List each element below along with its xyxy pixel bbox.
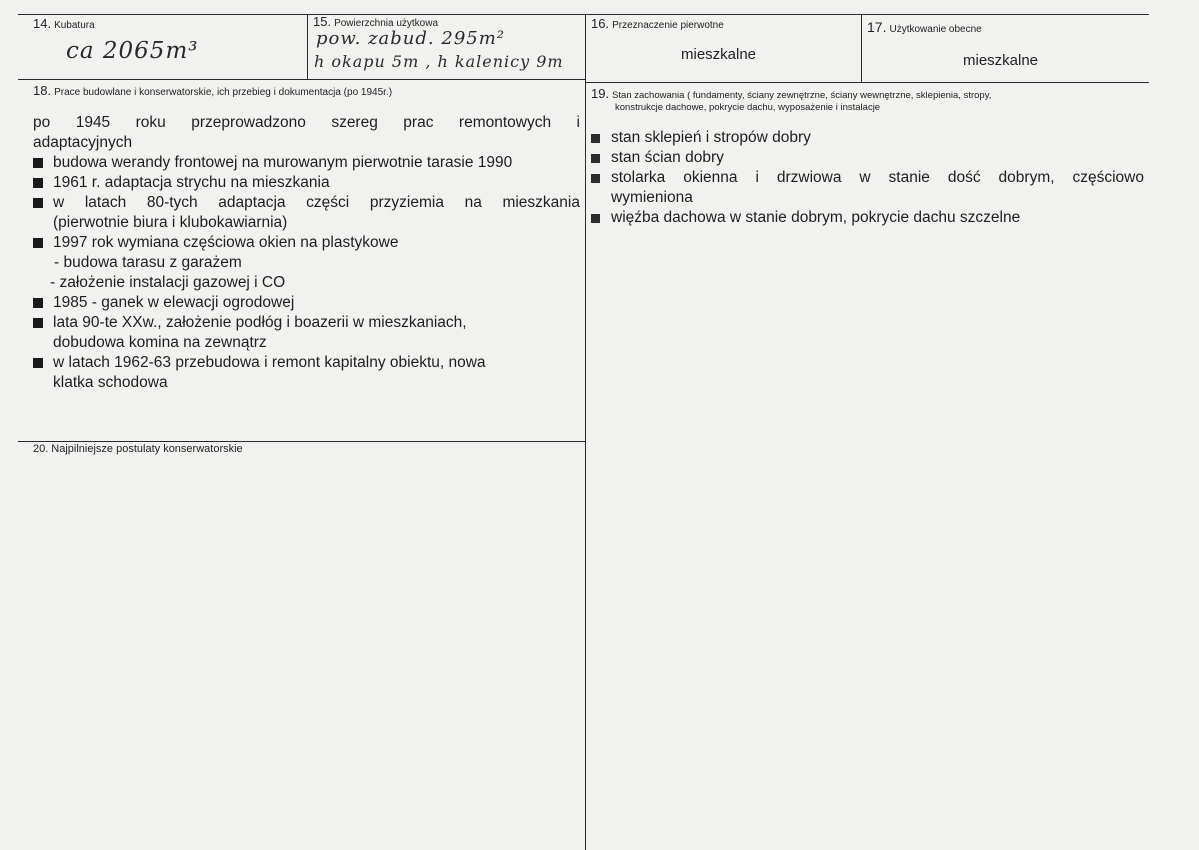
- przeznaczenie-label: 16. Przeznaczenie pierwotne: [591, 16, 724, 31]
- list-subitem: - budowa tarasu z garażem: [54, 254, 242, 271]
- uzytkowanie-label: 17. Użytkowanie obecne: [867, 19, 982, 35]
- section19-label: 19. Stan zachowania ( fundamenty, ściany zewnętrzne, ściany wewnętrzne, sklepienia, stropy,: [591, 86, 992, 101]
- bullet-square-icon: [591, 134, 600, 143]
- section19-label-line2: konstrukcje dachowe, pokrycie dachu, wyposażenie i instalacje: [615, 102, 881, 113]
- bullet-square-icon: [33, 318, 43, 328]
- header-bottom-line: [18, 79, 586, 80]
- bullet-square-icon: [33, 198, 43, 208]
- section18-intro-line2: adaptacyjnych: [33, 134, 133, 151]
- section20-top-line: [18, 441, 586, 442]
- list-item: stan ścian dobry: [591, 148, 1144, 168]
- powierzchnia-value-line1: pow. zabud. 295m²: [316, 28, 506, 49]
- bullet-square-icon: [591, 214, 600, 223]
- list-item: w latach 80-tych adaptacja części przyziemia na mieszkania: [33, 193, 580, 213]
- uzytkowanie-value: mieszkalne: [963, 52, 1039, 69]
- section18-intro-line1: po 1945 roku przeprowadzono szereg prac remontowych i: [33, 114, 580, 131]
- list-item: 1985 - ganek w elewacji ogrodowej: [33, 293, 580, 313]
- przeznaczenie-value: mieszkalne: [681, 46, 757, 63]
- list-item: budowa werandy frontowej na murowanym pierwotnie tarasie 1990: [33, 153, 580, 173]
- powierzchnia-value-line2: h okapu 5m , h kalenicy 9m: [314, 52, 564, 71]
- kubatura-value: ca 2065m³: [66, 38, 199, 64]
- top-border: [18, 14, 1149, 15]
- list-item: 1961 r. adaptacja strychu na mieszkania: [33, 173, 580, 193]
- bullet-square-icon: [33, 358, 43, 368]
- bullet-square-icon: [33, 238, 43, 248]
- header-bottom-line-right: [585, 82, 1149, 83]
- list-item-continuation: wymieniona: [611, 189, 693, 206]
- list-item: stolarka okienna i drzwiowa w stanie dość dobrym, częściowo: [591, 168, 1144, 188]
- list-item-continuation: dobudowa komina na zewnątrz: [53, 334, 267, 351]
- list-item-continuation: (pierwotnie biura i klubokawiarnia): [53, 214, 288, 231]
- list-item-continuation: klatka schodowa: [53, 374, 168, 391]
- section18-label: 18. Prace budowlane i konserwatorskie, ich przebieg i dokumentacja (po 1945r.): [33, 83, 393, 98]
- bullet-square-icon: [33, 298, 43, 308]
- section20-label: 20. Najpilniejsze postulaty konserwatorskie: [33, 443, 243, 455]
- list-item: stan sklepień i stropów dobry: [591, 128, 1144, 148]
- bullet-square-icon: [591, 154, 600, 163]
- powierzchnia-label: 15. Powierzchnia użytkowa: [313, 14, 439, 29]
- list-item: więźba dachowa w stanie dobrym, pokrycie dachu szczelne: [591, 208, 1144, 228]
- bullet-square-icon: [591, 174, 600, 183]
- bullet-square-icon: [33, 158, 43, 168]
- kubatura-label: 14. Kubatura: [33, 16, 95, 31]
- bullet-square-icon: [33, 178, 43, 188]
- section19-content: [591, 128, 1144, 228]
- list-item: 1997 rok wymiana częściowa okien na plastykowe: [33, 233, 580, 253]
- section18-content: [33, 113, 580, 393]
- divider-16-17: [861, 14, 862, 82]
- list-item: lata 90-te XXw., założenie podłóg i boazerii w mieszkaniach,: [33, 313, 580, 333]
- divider-14-15: [307, 14, 308, 79]
- center-divider: [585, 14, 586, 850]
- list-item: w latach 1962-63 przebudowa i remont kapitalny obiektu, nowa: [33, 353, 580, 373]
- list-subitem: - założenie instalacji gazowej i CO: [50, 274, 286, 291]
